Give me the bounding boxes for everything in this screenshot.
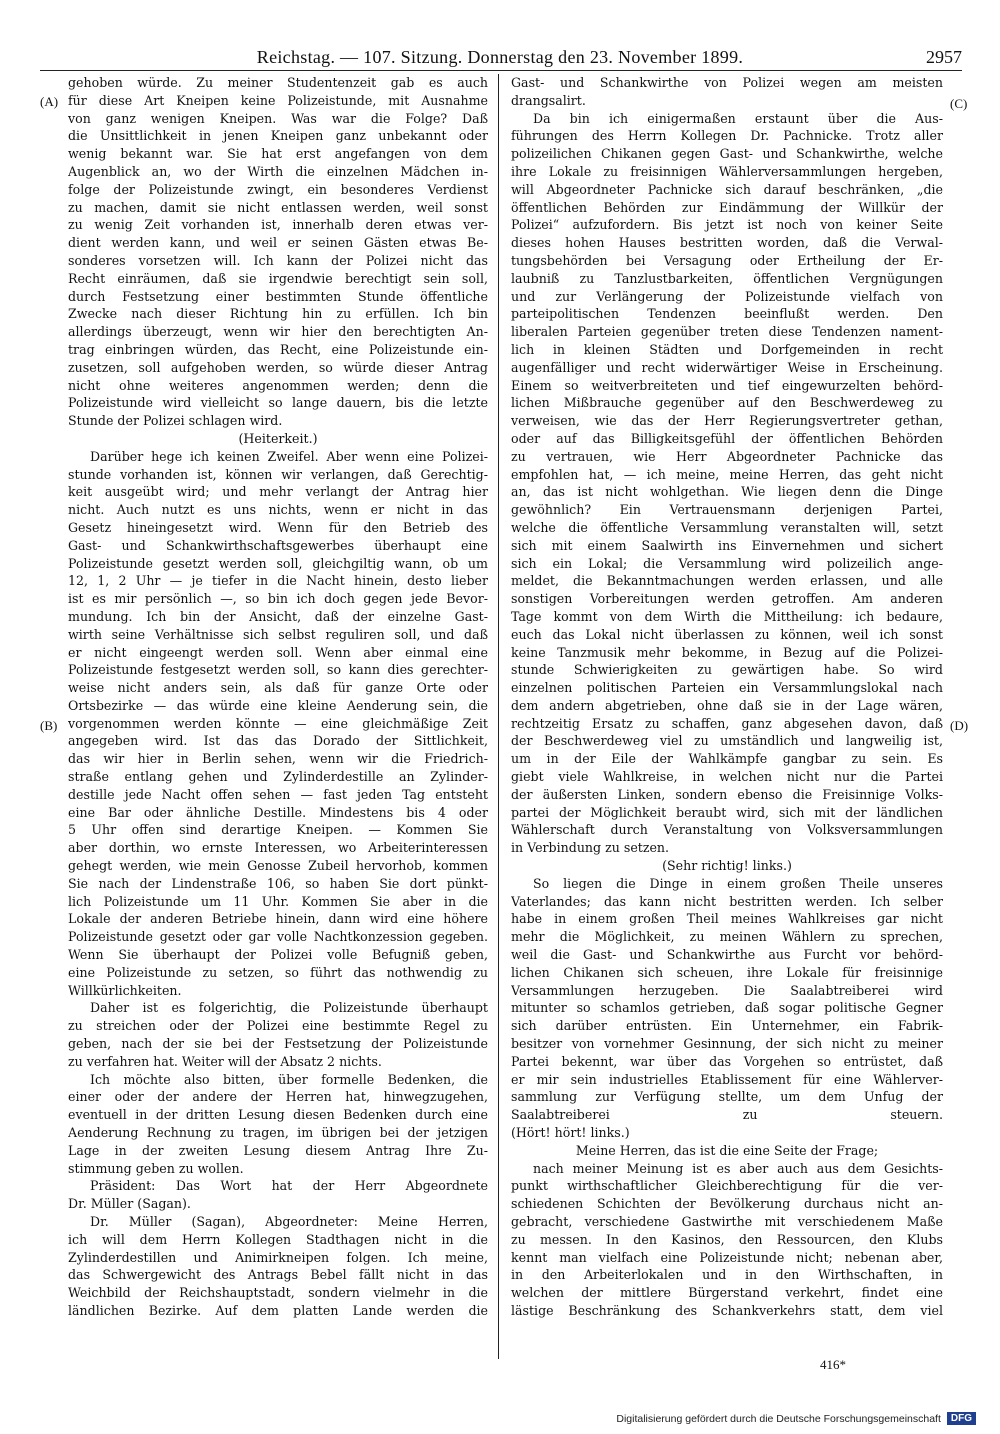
text-line: Meine Herren, das ist die eine Seite der Frage; — [575, 1142, 879, 1158]
text-line: Saalabtreiberei zu steuern. — [511, 1107, 943, 1123]
text-line: das Schwergewicht des Antrags Bebel fällt nicht in das — [68, 1267, 488, 1283]
text-line: Ich möchte also bitten, über formelle Bedenken, die — [90, 1071, 488, 1087]
text-line: ist es mir persönlich —, so bin ich doch gegen jede Bevor- — [68, 591, 488, 607]
text-line: einzelnen politischen Parteien ein Versammlungslokal nach — [511, 680, 943, 696]
text-line: Dr. Müller (Sagan), Abgeordneter: Meine Herren, — [90, 1214, 488, 1229]
text-line: der Beschwerdeweg viel zu umständlich und langweilig ist, — [511, 733, 943, 749]
text-line: das wir hier in Berlin sehen, wenn wir die Friedrich- — [68, 751, 488, 767]
text-line: angegeben wird. Ist das das Dorado der Sittlichkeit, — [68, 733, 488, 749]
text-line: Dr. Müller (Sagan). — [68, 1196, 191, 1212]
text-line: schiedenen Schichten der Bevölkerung durchaus nicht an- — [511, 1196, 943, 1212]
text-line: ländlichen Bezirke. Auf dem platten Lande werden die — [68, 1302, 488, 1318]
text-line: geben, nach der sie bei der Festsetzung der Polizeistunde — [68, 1036, 488, 1052]
text-line: dient werden kann, und weil er seinen Gästen etwas Be- — [68, 235, 488, 251]
text-line: zusetzen, soll aufgehoben werden, so würde dieser Antrag — [68, 359, 488, 375]
text-line: sich ein Lokal; die Versammlung wird polizeilich ange- — [511, 555, 943, 571]
text-line: 5 Uhr offen sind derartige Kneipen. — Kommen Sie — [68, 822, 488, 838]
text-line: mitunter so schamlos getrieben, daß sogar politische Gegner — [511, 1000, 943, 1016]
text-line: sonderes vorsetzen will. Ich kann der Polizei nicht das — [68, 252, 488, 268]
text-line: Gast- und Schankwirthschaftsgewerbes überhaupt eine — [68, 537, 488, 553]
text-line: (Sehr richtig! links.) — [662, 858, 792, 874]
text-line: ich will dem Herrn Kollegen Stadthagen nicht in die — [68, 1231, 488, 1247]
text-line: Zylinderdestillen und Animirkneipen folgen. Ich meine, — [68, 1249, 488, 1265]
text-line: will Abgeordneter Pachnicke sich darauf beschränken, „die — [511, 181, 943, 197]
text-line: wirth seine Verhältnisse sich selbst reguliren soll, und daß — [68, 626, 488, 642]
text-line: kennt man vielfach eine Polizeistunde nicht; nebenan aber, — [511, 1249, 943, 1265]
text-line: in den Arbeiterlokalen und in den Wirthschaften, in — [511, 1267, 943, 1283]
text-line: die Unsittlichkeit in jenen Kneipen ganz unbekannt oder — [68, 128, 488, 144]
text-line: mundung. Ich bin der Ansicht, daß der einzelne Gast- — [68, 608, 488, 624]
text-line: zu vertrauen, wie Herr Abgeordneter Pachnicke das — [511, 448, 943, 464]
text-line: zu wenig Zeit vorhanden ist, innerhalb deren etwas ver- — [68, 217, 488, 233]
text-line: Da bin ich einigermaßen erstaunt über die Aus- — [533, 110, 943, 126]
text-line: Weichbild der Reichshauptstadt, sondern vielmehr in die — [68, 1285, 488, 1301]
text-line: besitzer von vornehmer Gesinnung, der sich nicht zu meiner — [511, 1036, 943, 1052]
right-text-column — [511, 74, 943, 1364]
text-line: nach meiner Meinung ist es aber auch aus dem Gesichts- — [533, 1160, 943, 1176]
text-line: Gesetz hineingesetzt wird. Wenn für den Betrieb des — [68, 519, 488, 535]
text-line: eine Polizeistunde zu setzen, so führt das nothwendig zu — [68, 964, 488, 980]
text-line: sonstigen Vorbereitungen werden getroffen. Am anderen — [511, 591, 943, 607]
text-line: Ortsbezirke — das würde eine kleine Aenderung sein, die — [68, 697, 488, 713]
text-line: Augenblick an, wo der Wirth die einzelnen Mädchen in- — [68, 163, 488, 179]
text-line: empfohlen hat, — ich meine, meine Herren, das geht nicht — [511, 466, 943, 482]
text-line: für diese Art Kneipen keine Polizeistunde, mit Ausnahme — [68, 92, 488, 108]
text-line: stunde vorhanden ist, können wir verlangen, daß Gerechtig- — [68, 466, 488, 482]
text-line: Tage kommt von dem Wirth die Mittheilung: ich bedaure, — [511, 608, 943, 624]
text-line: vorgenommen werden könnte — eine gleichmäßige Zeit — [68, 715, 488, 731]
text-line: der äußersten Linken, sondern ebenso die Freisinnige Volks- — [511, 786, 943, 802]
text-line: Darüber hege ich keinen Zweifel. Aber wenn eine Polizei- — [90, 448, 488, 464]
text-line: verweisen, wie das der Herr Regierungsvertreter gethan, — [511, 413, 943, 429]
text-line: euch das Lokal nicht überlassen zu können, weil ich sonst — [511, 626, 943, 642]
text-line: lich in kleinen Städten und Dorfgemeinden in recht — [511, 341, 943, 357]
text-line: gehoben würde. Zu meiner Studentenzeit gab es auch — [68, 75, 488, 90]
text-line: sich darüber entrüsten. Ein Unternehmer, ein Fabrik- — [511, 1018, 943, 1034]
header-rule — [40, 70, 962, 71]
text-line: Willkürlichkeiten. — [68, 982, 182, 998]
text-line: drangsalirt. — [511, 92, 586, 108]
text-line: giebt viele Wahlkreise, in welchen nicht nur die Partei — [511, 769, 943, 785]
text-line: eventuell in der dritten Lesung diesen Bedenken durch eine — [68, 1107, 488, 1123]
text-line: Partei bekennt, war über das Vorgehen so entrüstet, daß — [511, 1053, 943, 1069]
text-line: Polizeistunde festgesetzt werden soll, so kann dies gerechter- — [68, 662, 488, 678]
text-line: Gast- und Schankwirthe von Polizei wegen am meisten — [511, 75, 943, 90]
text-line: Sie nach der Lindenstraße 106, so haben Sie dort pünkt- — [68, 875, 488, 891]
header-title: Reichstag. — 107. Sitzung. Donnerstag den 23. November 1899. — [256, 47, 744, 67]
text-line: Aenderung Rechnung zu tragen, im übrigen bei der jetzigen — [68, 1125, 488, 1141]
text-line: polizeilichen Chikanen gegen Gast- und Schankwirthe, welche — [511, 146, 943, 162]
text-line: welche die öffentliche Versammlung veranstalten will, setzt — [511, 519, 943, 535]
text-line: destille jede Nacht offen sehen — fast jeden Tag entsteht — [68, 786, 488, 802]
text-line: gehegt werden, wie mein Genosse Zubeil hervorhob, kommen — [68, 858, 488, 874]
text-line: partei der Möglichkeit beraubt wird, sich mit der ländlichen — [511, 804, 943, 820]
text-line: Präsident: Das Wort hat der Herr Abgeordnete — [90, 1178, 488, 1194]
margin-marker-d: (D) — [950, 718, 969, 733]
text-line: welchen der mittlere Bürgerstand verkehrt, findet eine — [511, 1285, 943, 1301]
text-line: So liegen die Dinge in einem großen Theile unseres — [533, 875, 943, 891]
text-line: lichen Chikanen sich scheuen, ihre Lokale für freisinnige — [511, 964, 943, 980]
text-line: durch Festsetzung einer bestimmten Stunde öffentliche — [68, 288, 488, 304]
text-line: sich mit einem Saalwirth ins Einvernehmen und sichert — [511, 537, 943, 553]
text-line: wenig bekannt war. Sie hat erst angefangen von dem — [68, 146, 488, 162]
text-line: Wählerschaft durch Veranstaltung von Volksversammlungen — [511, 822, 943, 838]
text-line: keine Tanzmusik mehr bekomme, in Bezug auf die Polizei- — [511, 644, 943, 660]
text-line: lichen Mißbrauche gegenüber auf den Beschwerdeweg zu — [511, 395, 943, 411]
text-line: zu streichen oder der Polizei eine bestimmte Regel zu — [68, 1018, 488, 1034]
text-line: stimmung geben zu wollen. — [68, 1160, 244, 1176]
text-line: habe in einem großen Theil meines Wahlkreises gar nicht — [511, 911, 943, 927]
text-line: mehr die Möglichkeit, zu meinen Wählern zu sprechen, — [511, 929, 943, 945]
text-line: folge der Polizeistunde zwingt, ein besonderes Verdienst — [68, 181, 488, 197]
text-line: Lage in der zweiten Lesung diesem Antrag Ihre Zu- — [68, 1142, 488, 1158]
running-header — [0, 46, 1000, 68]
text-line: Recht einräumen, daß sie irgendwie berechtigt sein soll, — [68, 270, 488, 286]
page-number: 2957 — [926, 47, 962, 67]
margin-marker-c: (C) — [950, 96, 968, 111]
text-line: dem andern abgetrieben, ohne daß sie in der Lage wären, — [511, 697, 943, 713]
text-line: zu verfahren hat. Weiter will der Absatz 2 nichts. — [68, 1053, 382, 1069]
text-line: 12, 1, 2 Uhr — je tiefer in die Nacht hinein, desto lieber — [68, 573, 488, 589]
text-line: gewöhnlich? Ein Vertrauensmann derjenigen Partei, — [511, 502, 943, 518]
text-line: keit ausgeübt wird; und mehr verlangt der Antrag hier — [68, 484, 488, 500]
text-line: und zur Verlängerung der Polizeistunde vielfach von — [511, 288, 943, 304]
text-line: Polizei“ aufzufordern. Bis jetzt ist noch von keiner Seite — [511, 217, 943, 233]
text-line: Polizeistunde gesetzt werden soll, gleichgiltig wann, ob um — [68, 555, 488, 571]
text-line: allerdings überzeugt, wenn wir hier den berechtigten An- — [68, 324, 488, 340]
column-divider — [498, 74, 499, 1359]
text-line: laubniß zu Tanzlustbarkeiten, öffentlichen Vergnügungen — [511, 270, 943, 286]
text-line: lich Polizeistunde um 11 Uhr. Kommen Sie aber in die — [68, 893, 488, 909]
text-line: einer oder der andere der Herren hat, hinwegzugehen, — [68, 1089, 488, 1105]
text-line: Versammlungen herzugeben. Die Saalabtreiberei wird — [511, 982, 943, 998]
text-line: tungsbehörden bei Versagung oder Ertheilung der Er- — [511, 252, 943, 268]
text-line: in Verbindung zu setzen. — [511, 840, 670, 856]
left-text-column — [68, 74, 488, 1364]
text-line: augenfälliger und recht widerwärtiger Weise in Erscheinung. — [511, 359, 943, 375]
text-line: Wenn Sie überhaupt der Polizei volle Befugniß geben, — [68, 947, 488, 963]
text-line: Polizeistunde gesetzt oder gar volle Nachtkonzession gegeben. — [68, 929, 488, 945]
text-line: eine Bar oder ähnliche Destille. Mindestens bis 4 oder — [68, 804, 488, 820]
margin-marker-a: (A) — [40, 94, 59, 109]
text-line: nicht. Auch nutzt es uns nichts, wenn er nicht in das — [68, 502, 488, 518]
text-line: dieses hohen Hauses bestritten worden, daß die Verwal- — [511, 235, 943, 251]
text-line: (Heiterkeit.) — [238, 430, 318, 446]
text-line: parteipolitischen Tendenzen beeinflußt werden. Den — [511, 306, 943, 322]
footer-credit: Digitalisierung gefördert durch die Deutsche Forschungsgemeinschaft — [616, 1412, 941, 1425]
text-line: führungen des Herrn Kollegen Dr. Pachnicke. Trotz aller — [511, 128, 943, 144]
text-line: gebracht, verschiedene Gastwirthe mit verschiedenem Maße — [511, 1214, 943, 1229]
text-line: zu messen. In den Kasinos, den Ressourcen, den Klubs — [511, 1231, 943, 1247]
text-line: von ganz wenigen Kneipen. Was war die Folge? Daß — [68, 110, 488, 126]
text-line: Stunde der Polizei schlagen wird. — [68, 413, 283, 429]
text-line: an, das ist nicht wohlgethan. Wie liegen denn die Dinge — [511, 484, 943, 500]
text-line: straße entlang gehen und Zylinderdestille an Zylinder- — [68, 769, 488, 785]
text-line: aber dorthin, wo ernste Interessen, wo Arbeiterinteressen — [68, 840, 488, 856]
footer — [616, 1412, 976, 1425]
text-line: Zwecke nach dieser Richtung hin zu erfüllen. Ich bin — [68, 306, 488, 322]
text-line: Lokale der anderen Betriebe hinein, dann wird eine höhere — [68, 911, 488, 927]
text-line: sammlung zur Verfügung stellte, um dem Unfug der — [511, 1089, 943, 1105]
margin-marker-b: (B) — [40, 718, 58, 733]
text-line: lästige Beschränkung des Schankverkehrs statt, dem viel — [511, 1302, 943, 1318]
text-line: (Hört! hört! links.) — [511, 1125, 630, 1141]
text-line: Daher ist es folgerichtig, die Polizeistunde überhaupt — [90, 1000, 488, 1016]
text-line: stunde Schwierigkeiten zu gewärtigen habe. So wird — [511, 662, 943, 678]
text-line: um in der Eile der Wahlkämpfe gangbar zu sein. Es — [511, 751, 943, 767]
text-line: öffentlichen Behörden zur Eindämmung der Willkür der — [511, 199, 943, 215]
text-line: er nicht eingeengt werden soll. Wenn aber einmal eine — [68, 644, 488, 660]
text-line: liberalen Parteien gegenüber treten diese Tendenzen nament- — [511, 324, 943, 340]
text-line: weise nicht anders sein, als daß für ganze Orte oder — [68, 680, 488, 696]
dfg-logo: DFG — [947, 1412, 976, 1425]
text-line: punkt wirthschaftlicher Gleichberechtigung für die ver- — [511, 1178, 943, 1194]
text-line: er mir sein industrielles Etablissement für eine Wählerver- — [511, 1071, 943, 1087]
signature-mark: 416* — [820, 1357, 846, 1372]
text-line: Einem so weitverbreiteten und tief eingewurzelten behörd- — [511, 377, 943, 393]
text-line: trag einbringen würden, das Recht, eine Polizeistunde ein- — [68, 341, 488, 357]
text-line: nicht ohne weiteres angenommen werden; denn die — [68, 377, 488, 393]
text-line: Polizeistunde wird vielleicht so lange dauern, bis die letzte — [68, 395, 488, 411]
text-line: Vaterlandes; das kann nicht bestritten werden. Ich selber — [511, 893, 943, 909]
text-line: weil die Gast- und Schankwirthe aus Furcht vor behörd- — [511, 947, 943, 963]
text-line: zu machen, damit sie nicht entlassen werden, weil sonst — [68, 199, 488, 215]
text-line: meldet, die Bekanntmachungen werden erlassen, und alle — [511, 573, 943, 589]
text-line: ihre Lokale zu freisinnigen Wählerversammlungen hergeben, — [511, 163, 943, 179]
text-line: rechtzeitig Ersatz zu schaffen, ganz abgesehen davon, daß — [511, 715, 943, 731]
text-line: oder auf das Billigkeitsgefühl der öffentlichen Behörden — [511, 430, 943, 446]
